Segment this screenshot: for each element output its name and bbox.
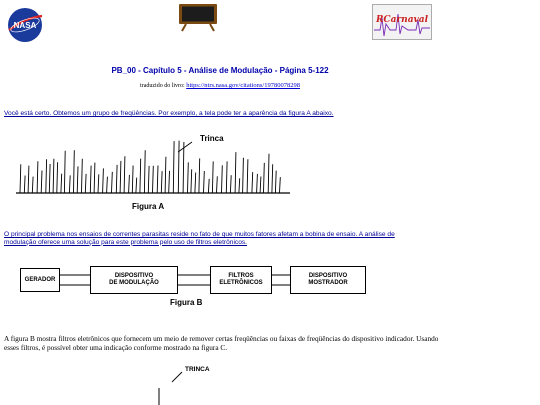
figure-a-signal — [14, 130, 294, 196]
block-filtros-eletronicos: FILTROS ELETRÔNICOS — [210, 266, 272, 294]
block-dispositivo-modulacao: DISPOSITIVO DE MODULAÇÃO — [90, 266, 178, 294]
rcarnaval-logo-text: RCarnaval — [375, 15, 429, 25]
paragraph-1: Você está certo. Obtemos um grupo de freqüências. Por exemplo, a tela pode ter a aparência da figura A abaixo. — [4, 110, 334, 117]
figure-c-annotation: TRINCA — [185, 366, 210, 373]
rcarnaval-logo — [372, 4, 432, 40]
paragraph-2: O principal problema nos ensaios de correntes parasitas reside no fato de que muitos fatores afetam a bobina de ensaio. A análise de modulação oferece uma solução para este problema pelo uso de filtros eletrônicos. — [4, 231, 395, 246]
figure-a-caption: Figura A — [132, 202, 165, 211]
page-title: PB_00 - Capítulo 5 - Análise de Modulação - Página 5-122 — [111, 66, 329, 75]
chalkboard-icon — [176, 2, 220, 32]
source-line — [0, 82, 440, 89]
block-dispositivo-mostrador: DISPOSITIVO MOSTRADOR — [290, 266, 366, 294]
figure-b-caption: Figura B — [170, 298, 203, 307]
nasa-logo — [6, 6, 44, 44]
source-prefix: traduzido do livro: — [140, 83, 185, 89]
figure-a-annotation: Trinca — [200, 134, 224, 143]
block-gerador: GERADOR — [20, 268, 60, 292]
source-link[interactable]: https://ntrs.nasa.gov/citations/19780078298 — [186, 82, 300, 89]
nasa-logo-text: NASA — [13, 21, 37, 30]
paragraph-3: A figura B mostra filtros eletrônicos que fornecem um meio de remover certas freqüências ou faixas de freqüências do dispositivo indicador. Usando esses filtros, é possível obter uma indicação conforme mostrado na figura C. — [4, 334, 439, 352]
figure-c-signal — [150, 362, 230, 405]
